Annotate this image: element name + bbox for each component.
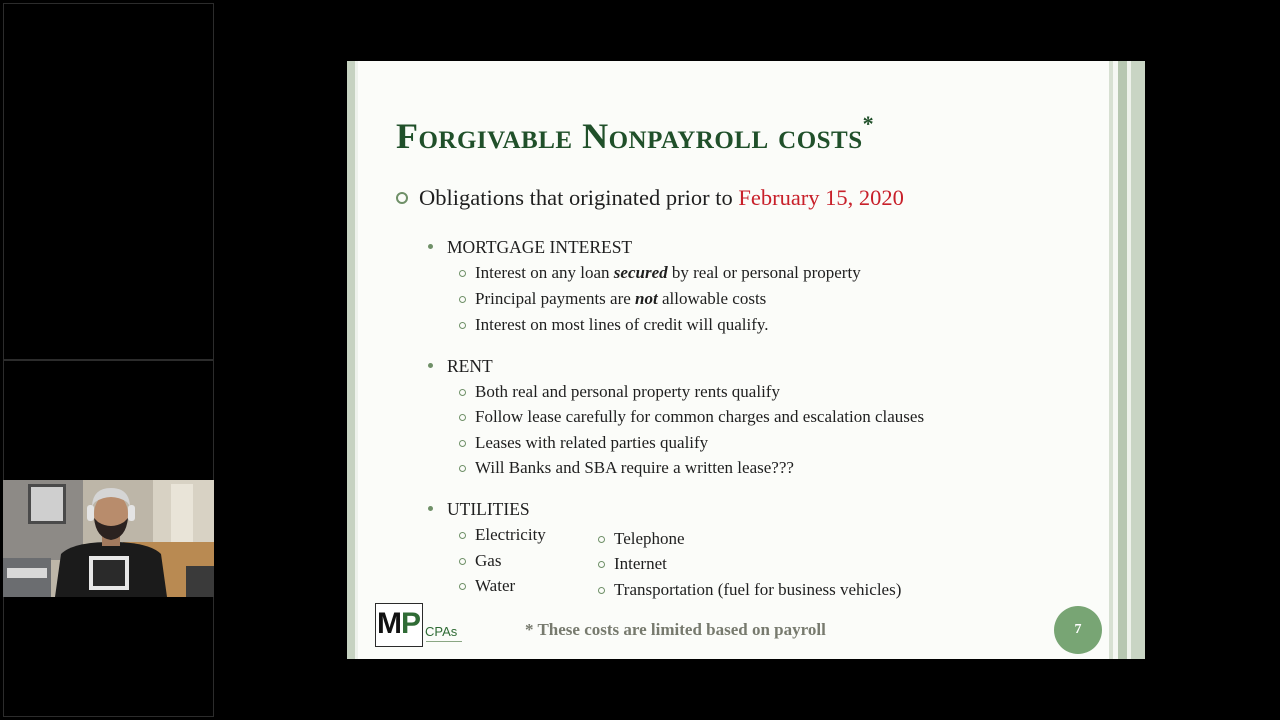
webcam-video-tile[interactable] [3, 480, 214, 597]
lead-bullet: Obligations that originated prior to February 15, 2020 [396, 185, 904, 211]
hollow-bullet-icon [459, 296, 466, 303]
participant-tile-empty-2[interactable] [3, 360, 214, 480]
hollow-bullet-icon [459, 389, 466, 396]
list-item: Electricity [459, 525, 546, 545]
hollow-bullet-icon [598, 536, 605, 543]
slide-right-border [1109, 61, 1145, 659]
hollow-bullet-icon [459, 440, 466, 447]
list-item: Both real and personal property rents qualify [459, 382, 780, 402]
hollow-bullet-icon [459, 270, 466, 277]
slide-left-border [347, 61, 355, 659]
webcam-scene [3, 480, 214, 597]
list-item: Leases with related parties qualify [459, 433, 708, 453]
list-item: Internet [598, 554, 667, 574]
hollow-bullet-icon [459, 322, 466, 329]
dot-bullet-icon [428, 244, 433, 249]
hollow-bullet-icon [459, 532, 466, 539]
section-heading-mortgage: MORTGAGE INTEREST [428, 237, 632, 258]
logo-underline [426, 641, 462, 642]
hollow-bullet-icon [459, 583, 466, 590]
list-item: Will Banks and SBA require a written lease??? [459, 458, 794, 478]
slide-left-border-inner [355, 61, 358, 659]
hollow-bullet-icon [598, 587, 605, 594]
dot-bullet-icon [428, 506, 433, 511]
hollow-bullet-icon [598, 561, 605, 568]
participant-tile-empty-1[interactable] [3, 3, 214, 360]
list-item: Telephone [598, 529, 685, 549]
section-heading-utilities: UTILITIES [428, 499, 530, 520]
page-number-badge: 7 [1054, 606, 1102, 654]
list-item: Transportation (fuel for business vehicles) [598, 580, 901, 600]
list-item: Gas [459, 551, 501, 571]
hollow-bullet-icon [459, 414, 466, 421]
hollow-bullet-icon [459, 465, 466, 472]
cutoff-date: February 15, 2020 [738, 185, 904, 210]
logo-letter-m: M [377, 607, 398, 640]
section-heading-rent: RENT [428, 356, 493, 377]
logo-cpas-text: CPAs [425, 624, 458, 639]
list-item: Follow lease carefully for common charges and escalation clauses [459, 407, 924, 427]
hollow-bullet-icon [459, 558, 466, 565]
hollow-bullet-icon [396, 192, 408, 204]
dot-bullet-icon [428, 363, 433, 368]
participant-tile-empty-3[interactable] [3, 597, 214, 717]
slide-title: Forgivable Nonpayroll costs* [396, 111, 875, 156]
list-item: Principal payments are not allowable costs [459, 289, 766, 309]
list-item: Interest on any loan secured by real or personal property [459, 263, 861, 283]
logo-letter-p: P [401, 607, 422, 640]
list-item: Interest on most lines of credit will qualify. [459, 315, 769, 335]
list-item: Water [459, 576, 515, 596]
slide-footnote: * These costs are limited based on payroll [525, 620, 826, 639]
presentation-slide [347, 61, 1145, 659]
